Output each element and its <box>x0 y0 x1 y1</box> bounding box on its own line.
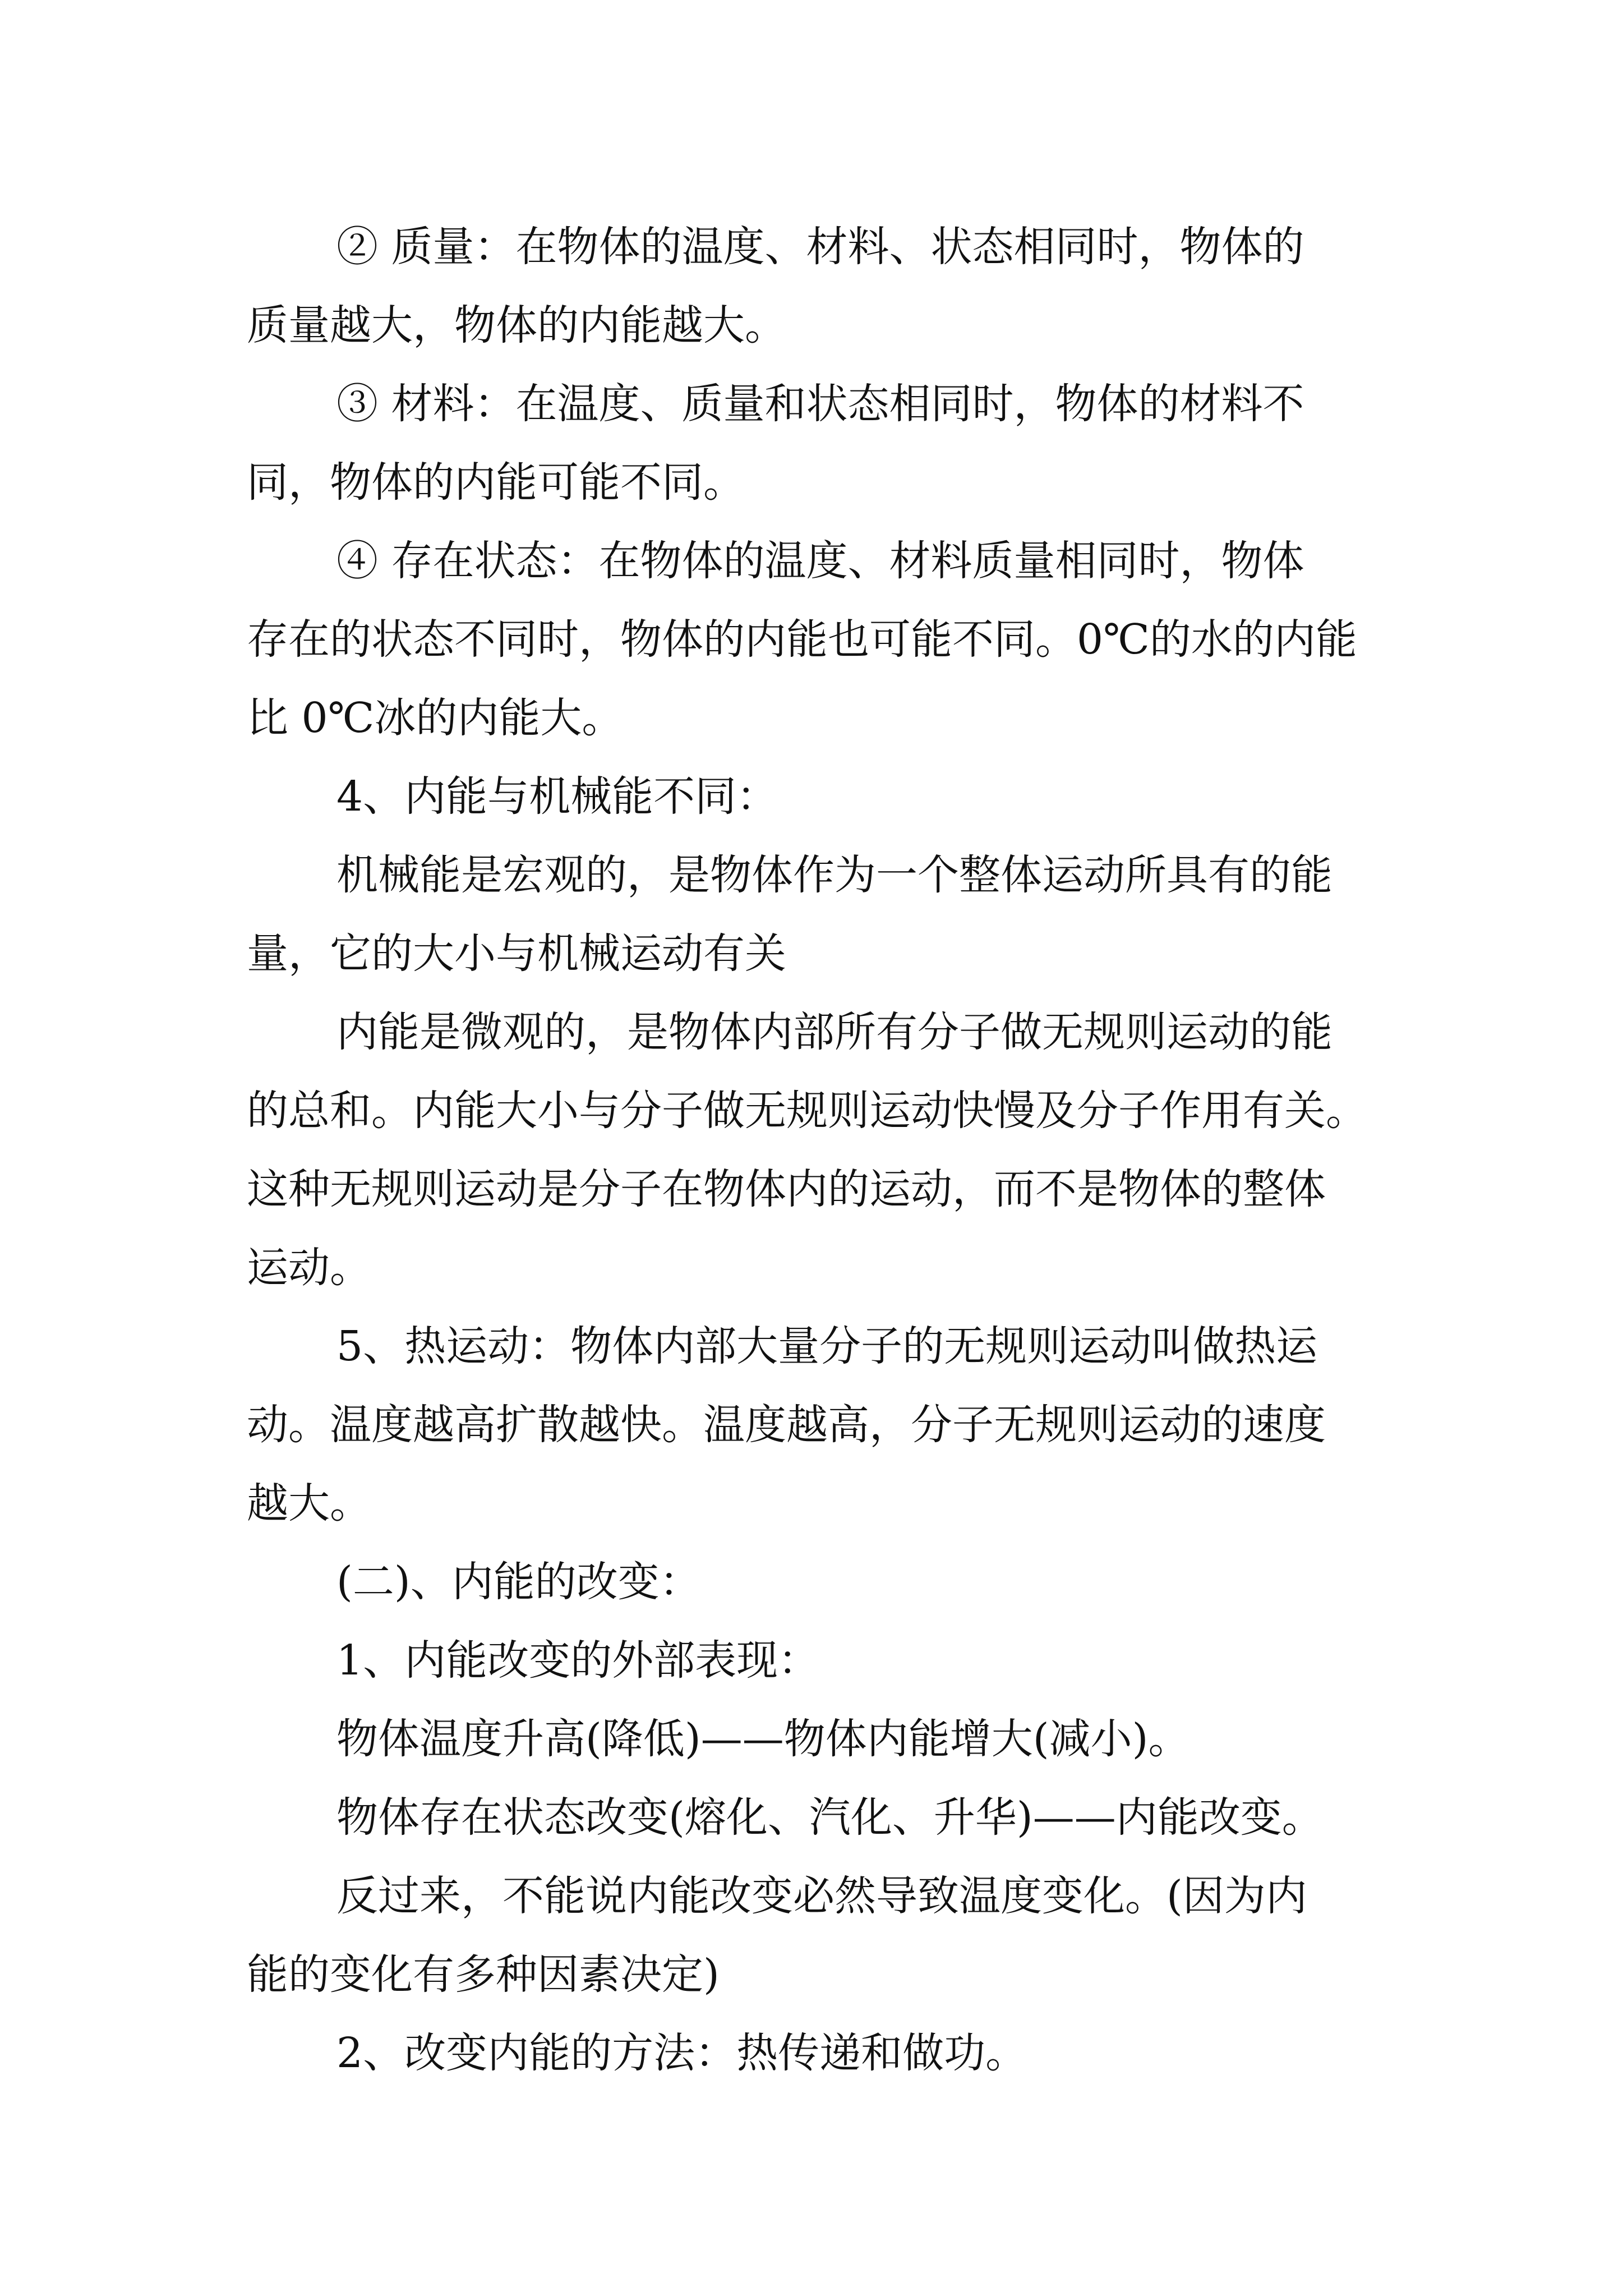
text-line: ③ 材料：在温度、质量和状态相同时，物体的材料不 <box>336 380 1304 428</box>
text-line: 5、热运动：物体内部大量分子的无规则运动叫做热运 <box>336 1322 1318 1370</box>
text-line: 质量越大，物体的内能越大。 <box>247 301 786 349</box>
text-line: 机械能是宏观的，是物体作为一个整体运动所具有的能 <box>336 851 1332 899</box>
text-line: 的总和。内能大小与分子做无规则运动快慢及分子作用有关。 <box>247 1087 1367 1135</box>
text-line: ④ 存在状态：在物体的温度、材料质量相同时，物体 <box>336 537 1304 585</box>
text-line: 动。温度越高扩散越快。温度越高，分子无规则运动的速度 <box>247 1401 1326 1449</box>
text-line: ② 质量：在物体的温度、材料、状态相同时，物体的 <box>336 223 1304 271</box>
text-line: 物体温度升高(降低)——物体内能增大(减小)。 <box>336 1715 1190 1763</box>
text-line: 同，物体的内能可能不同。 <box>247 458 745 507</box>
document-body <box>247 208 1380 2092</box>
text-line: 能的变化有多种因素决定) <box>247 1950 720 1999</box>
text-line: 量，它的大小与机械运动有关 <box>247 930 786 978</box>
text-line: 运动。 <box>247 1244 371 1292</box>
text-line: 越大。 <box>247 1479 371 1527</box>
text-line: (二)、内能的改变： <box>336 1558 701 1606</box>
text-line: 1、内能改变的外部表现： <box>336 1636 820 1685</box>
text-line: 内能是微观的，是物体内部所有分子做无规则运动的能 <box>336 1008 1332 1056</box>
text-line: 2、改变内能的方法：热传递和做功。 <box>336 2029 1027 2077</box>
text-line: 反过来，不能说内能改变必然导致温度变化。(因为内 <box>336 1872 1307 1920</box>
text-line: 存在的状态不同时，物体的内能也可能不同。0℃的水的内能 <box>247 615 1357 664</box>
text-line: 4、内能与机械能不同： <box>336 772 778 821</box>
text-line: 这种无规则运动是分子在物体内的运动，而不是物体的整体 <box>247 1165 1326 1213</box>
text-line: 比 0℃冰的内能大。 <box>247 694 624 742</box>
text-line: 物体存在状态改变(熔化、汽化、升华)——内能改变。 <box>336 1793 1324 1842</box>
